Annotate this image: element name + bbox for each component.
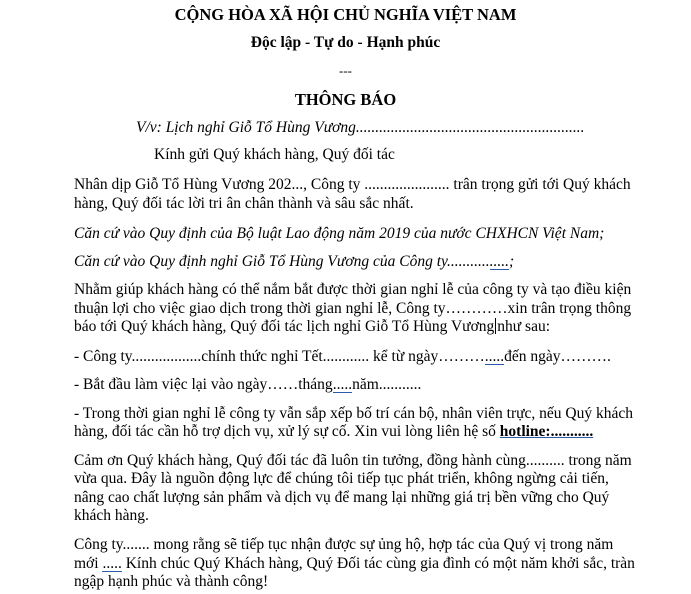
closing-line-2 xyxy=(74,555,635,573)
item-1-end: đến ngày………. xyxy=(504,348,611,365)
basis-blank: ..... xyxy=(489,253,510,270)
thanks-line-4: khách hàng. xyxy=(74,507,149,524)
salutation: Kính gửi Quý khách hàng, Quý đối tác xyxy=(154,146,395,163)
basis-line-1: Căn cứ vào Quy định của Bộ luật Lao động năm 2019 của nước CHXHCN Việt Nam; xyxy=(74,225,605,242)
thanks-line-1: Cảm ơn Quý khách hàng, Quý đối tác đã luôn tin tưởng, đồng hành cùng.......... trong năm xyxy=(74,452,632,469)
basis-line-2-end: ; xyxy=(509,253,515,270)
intro-line-2: hàng, Quý đối tác lời tri ân chân thành và sâu sắc nhất. xyxy=(74,195,414,212)
thanks-line-3: nâng cao chất lượng sản phẩm và dịch vụ để mang lại những giá trị bền vững cho Quý xyxy=(74,489,610,506)
item-3-text: hàng, đối tác cần hỗ trợ dịch vụ, xử lý sự cố. Xin vui lòng liên hệ số xyxy=(74,423,500,440)
item-holiday-dates xyxy=(74,348,611,366)
purpose-line-3 xyxy=(74,318,550,336)
closing-line-2-end: Kính chúc Quý Khách hàng, Quý Đối tác cùng gia đình có một năm khởi sắc, tràn xyxy=(121,555,635,572)
item-3-line-1: - Trong thời gian nghỉ lễ công ty vẫn sắp xếp bố trí cán bộ, nhân viên trực, nếu Quý khách xyxy=(74,405,633,422)
motto: Độc lập - Tự do - Hạnh phúc xyxy=(250,34,441,51)
basis-line-2-text: Căn cứ vào Quy định nghỉ Giỗ Tổ Hùng Vương của Công ty........... xyxy=(74,253,490,270)
item-2-blank: ..... xyxy=(332,376,353,393)
item-3-line-2 xyxy=(74,423,593,441)
item-2-text: - Bắt đầu làm việc lại vào ngày……tháng xyxy=(74,376,333,393)
closing-line-2-text: mới xyxy=(74,555,103,572)
purpose-line-3-end: như sau: xyxy=(497,318,551,335)
item-1-blank: ..... xyxy=(484,348,505,365)
hotline-label: hotline:........... xyxy=(499,423,594,440)
item-return-date xyxy=(74,376,421,394)
document-title: THÔNG BÁO xyxy=(294,90,397,109)
purpose-line-1: Nhằm giúp khách hàng có thể nắm bắt được thời gian nghỉ lễ của công ty và tạo điều kiện xyxy=(74,281,632,298)
closing-line-1: Công ty....... mong rằng sẽ tiếp tục nhận được sự ủng hộ, hợp tác của Quý vị trong năm xyxy=(74,536,614,553)
subject-line: V/v: Lịch nghỉ Giỗ Tổ Hùng Vương........................................................... xyxy=(136,119,585,136)
purpose-line-3-text: báo tới Quý khách hàng, Quý đối tác lịch nghỉ Giỗ Tổ Hùng Vương xyxy=(74,318,495,335)
thanks-line-2: vừa qua. Đây là nguồn động lực để chúng tôi tiếp tục phát triển, không ngừng cải tiến, xyxy=(74,470,609,487)
item-2-end: năm........... xyxy=(352,376,422,393)
intro-line-1: Nhân dịp Giỗ Tổ Hùng Vương 202..., Công ty ...................... trân trọng gửi tới Quý khách xyxy=(74,176,631,193)
closing-line-3: ngập hạnh phúc và thành công! xyxy=(74,573,269,590)
item-1-text: - Công ty..................chính thức nghỉ Tết............ kể từ ngày……… xyxy=(74,348,485,365)
basis-line-2 xyxy=(74,253,514,271)
divider: --- xyxy=(339,63,352,78)
closing-blank: ..... xyxy=(102,555,122,572)
nation-title: CỘNG HÒA XÃ HỘI CHỦ NGHĨA VIỆT NAM xyxy=(174,5,517,24)
purpose-line-2: thuận lợi cho việc giao dịch trong thời gian nghỉ lễ, Công ty…………xin trân trọng thông xyxy=(74,300,632,317)
